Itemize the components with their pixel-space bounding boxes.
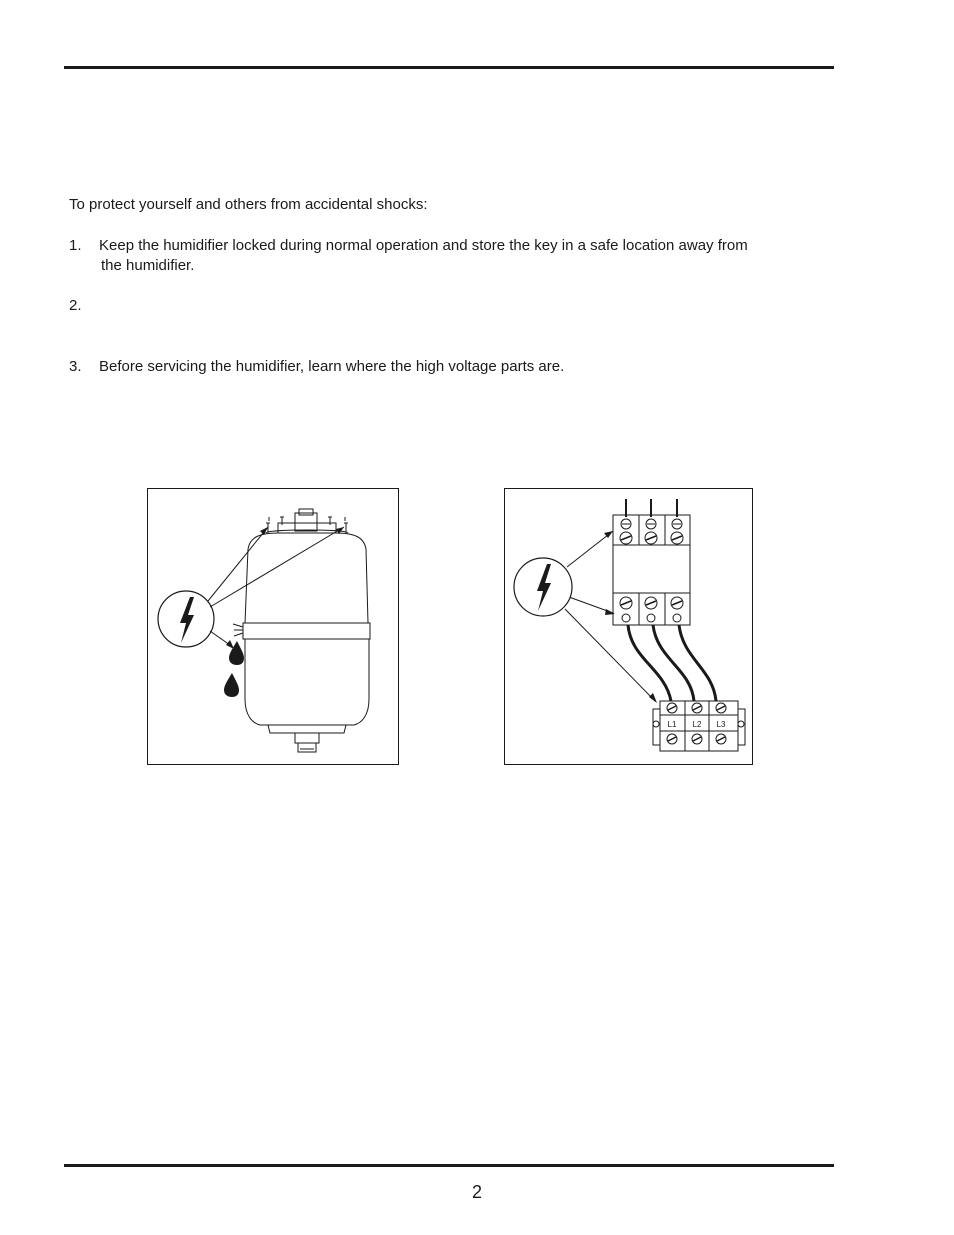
terminal-label-l1: L1: [667, 720, 677, 729]
contactor-bottom-screws: [620, 597, 683, 622]
cylinder-figure: [147, 488, 399, 765]
list-item-3: [69, 357, 834, 377]
list-item-1: [69, 236, 834, 276]
list-number: 3.: [69, 358, 82, 375]
high-voltage-warning-icon: [514, 531, 657, 703]
list-text: Keep the humidifier locked during normal operation and store the key in a safe location away from: [99, 237, 748, 254]
list-number: 1.: [69, 237, 82, 254]
steam-cylinder-illustration: [148, 489, 397, 763]
contactor-top-screws: [620, 519, 683, 544]
terminal-label-l3: L3: [716, 720, 726, 729]
list-text-continued: the humidifier.: [101, 257, 195, 274]
terminal-label-l2: L2: [692, 720, 702, 729]
footer-rule: [64, 1164, 834, 1167]
page-number: 2: [471, 1182, 482, 1202]
list-number: 2.: [69, 297, 82, 314]
list-text: Before servicing the humidifier, learn where the high voltage parts are.: [99, 358, 565, 375]
contactor-figure: [504, 488, 753, 765]
contactor-wiring-illustration: [505, 489, 751, 763]
header-rule: [64, 66, 834, 69]
intro-text: To protect yourself and others from accidental shocks:: [69, 196, 428, 213]
